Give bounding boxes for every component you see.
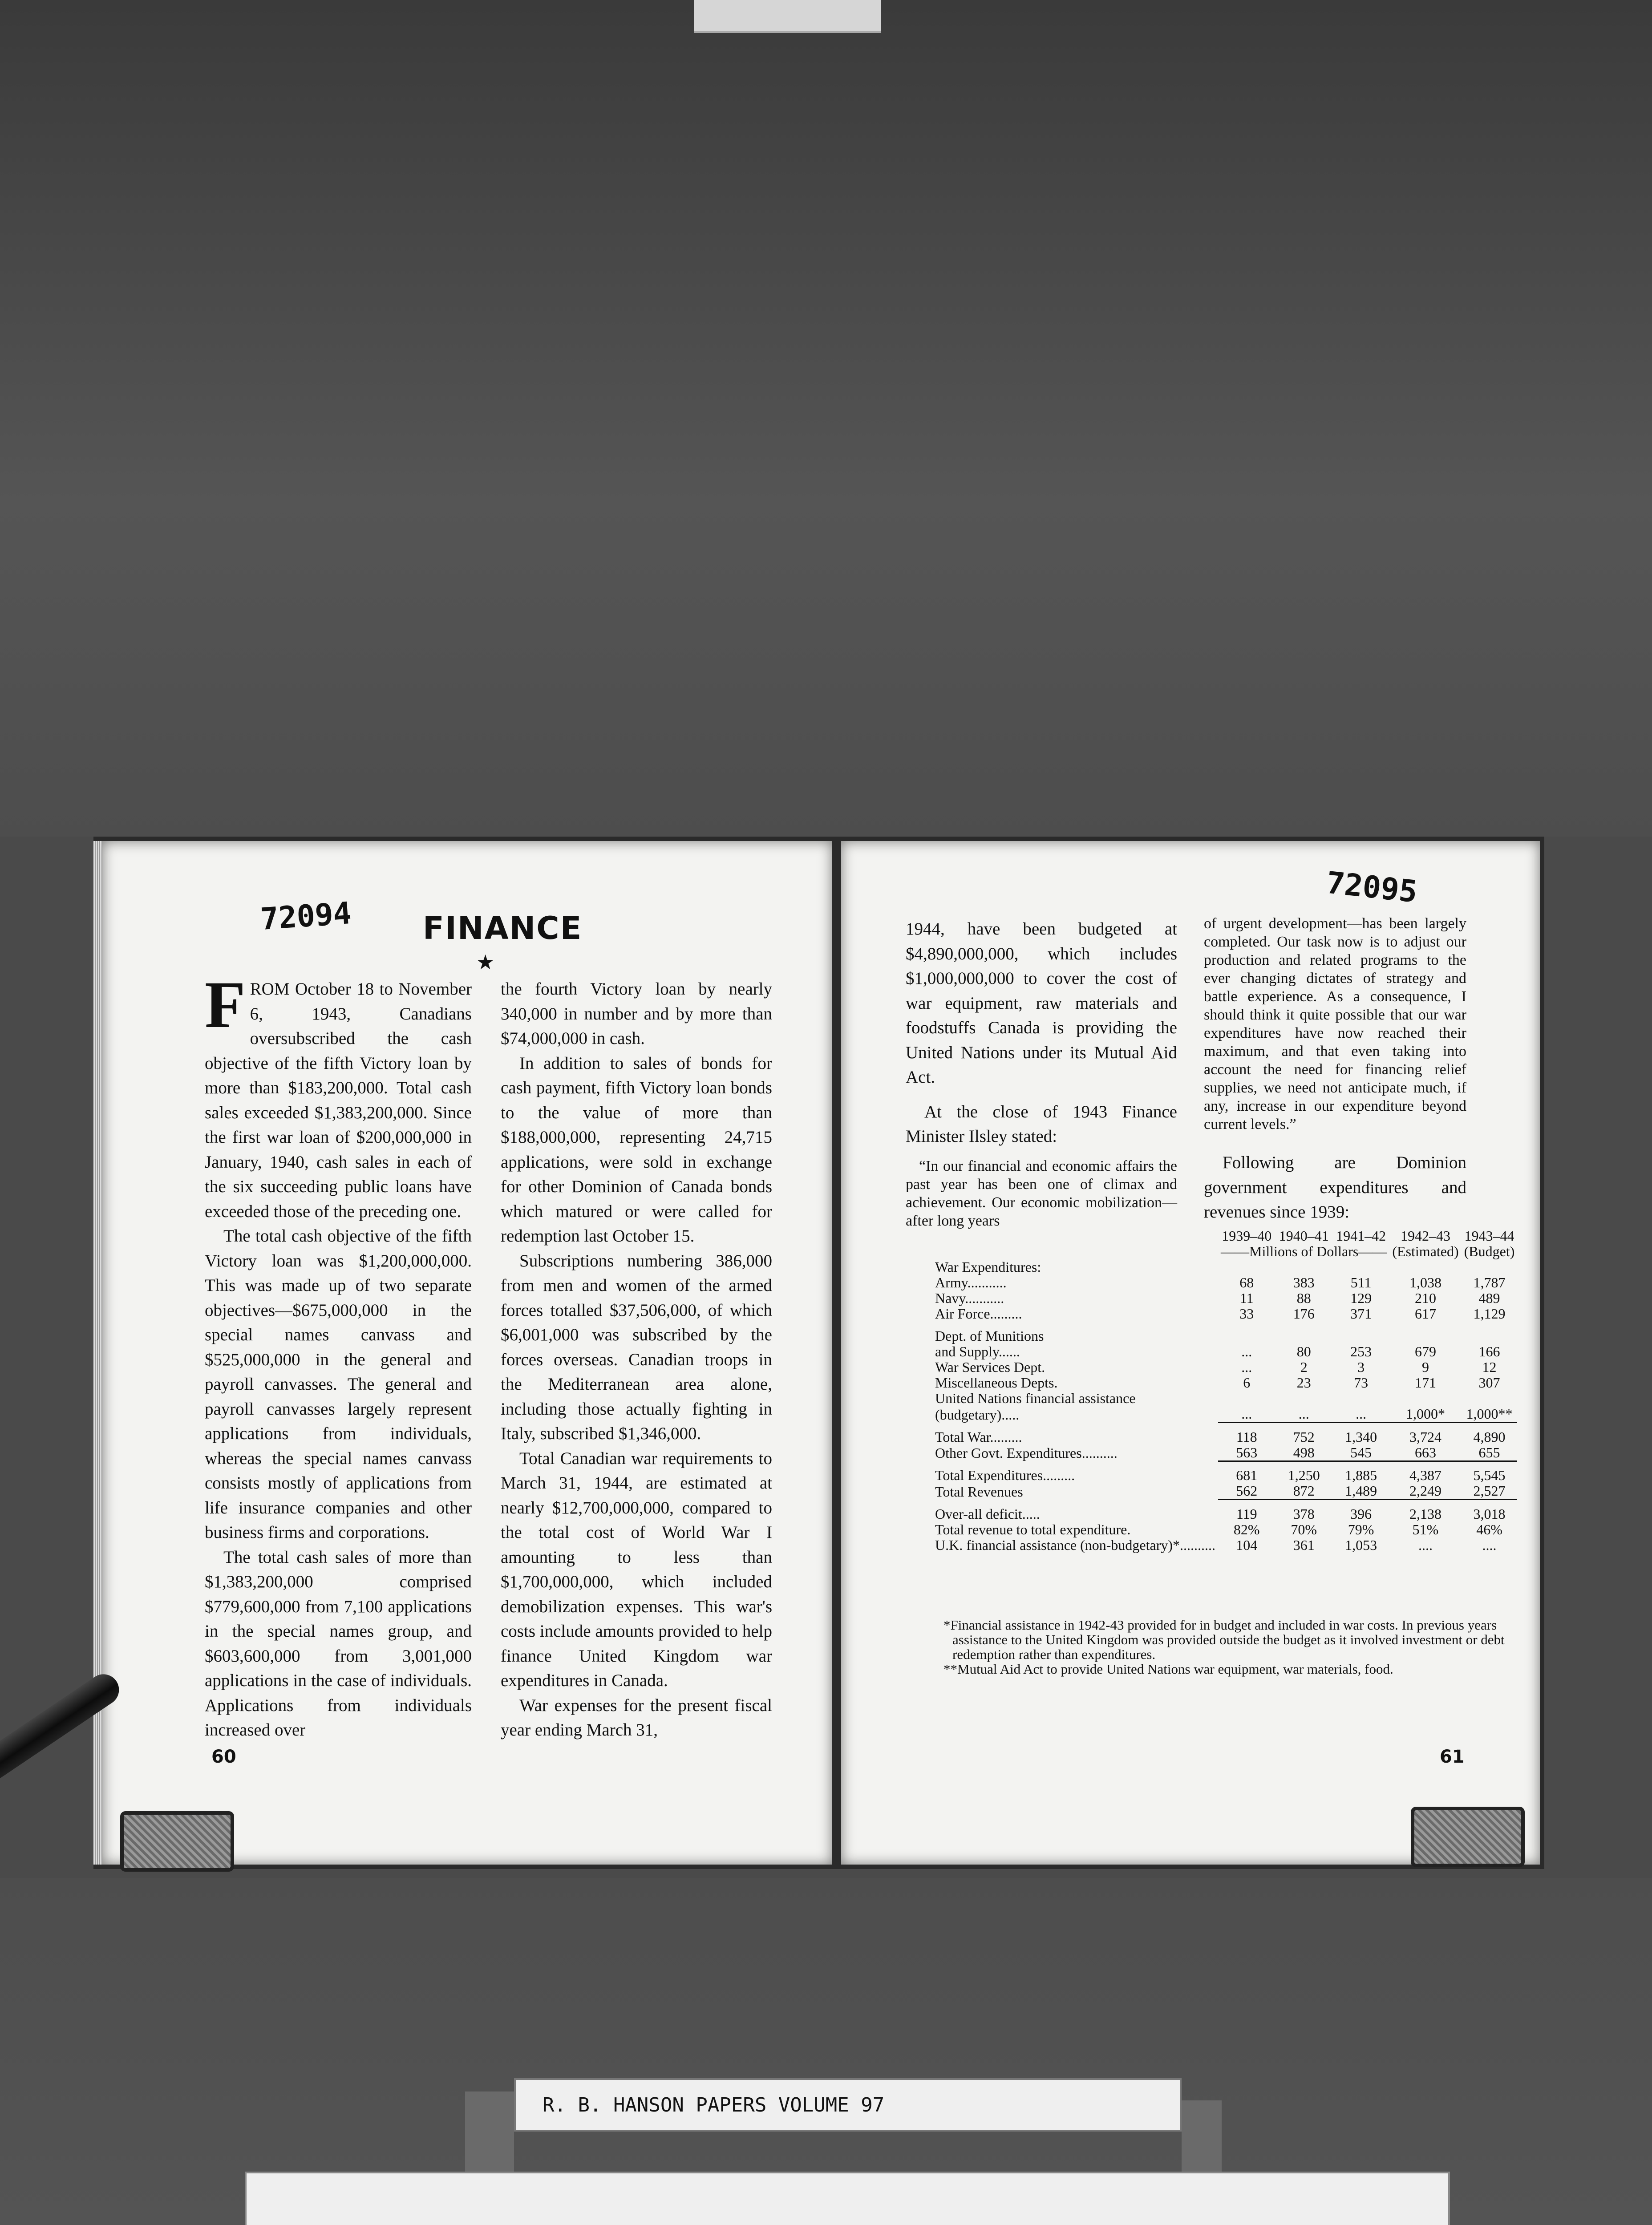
table-cell <box>1389 1322 1461 1344</box>
tape-strip <box>465 2092 514 2172</box>
table-cell: 1,129 <box>1473 1306 1506 1322</box>
quote-block <box>906 1157 1177 1230</box>
table-cell: .... <box>1418 1537 1433 1553</box>
right-page-clip <box>1411 1807 1525 1867</box>
table-cell: 1,250 <box>1288 1467 1320 1483</box>
table-cell <box>1462 1322 1518 1344</box>
drop-cap: F <box>205 968 246 1042</box>
table-cell <box>1332 1391 1389 1406</box>
table-cell: 2,138 <box>1409 1505 1441 1522</box>
table-cell: 872 <box>1275 1483 1332 1500</box>
table-cell: 681 <box>1236 1467 1258 1483</box>
table-cell <box>1462 1391 1518 1406</box>
collection-label: R. B. HANSON PAPERS VOLUME 97 <box>514 2078 1182 2132</box>
table-cell: 4,387 <box>1409 1467 1441 1483</box>
table-cell <box>1275 1391 1332 1406</box>
paragraph: Total Canadian war requirements to March 31, 1944, are estimated at nearly $12,700,000,000, compared to the total cost of World War I amounting to less than $1,700,000,000, which included demobilization expenses. This war's costs include amounts provided to help finance United Kingdom war expenditures in Canada. <box>501 1448 772 1690</box>
table-cell: 1,000** <box>1462 1406 1518 1423</box>
open-book <box>93 837 1544 1869</box>
table-cell: 1,053 <box>1345 1537 1377 1553</box>
row-label: Total Expenditures......... <box>935 1467 1075 1483</box>
column-header: 1943–44 <box>1464 1228 1514 1244</box>
table-cell: 11 <box>1239 1290 1254 1306</box>
row-label: United Nations financial assistance <box>935 1390 1136 1406</box>
table-cell: 104 <box>1236 1537 1258 1553</box>
quote-text: “In our financial and economic affairs the past year has been one of climax and achievement. Our economic mobilization—after long years <box>906 1157 1177 1229</box>
table-cell: ... <box>1275 1406 1332 1423</box>
row-label: Total War......... <box>935 1428 1022 1445</box>
table-cell: 1,885 <box>1345 1467 1377 1483</box>
table-cell: ... <box>1332 1406 1389 1423</box>
expenditure-table <box>932 1228 1515 1553</box>
paragraph: the fourth Victory loan by nearly 340,000 in number and by more than $74,000,000 in cash. <box>501 979 772 1048</box>
row-label: Navy........... <box>935 1290 1004 1306</box>
footnote: **Mutual Aid Act to provide United Nations war equipment, war materials, food. <box>943 1661 1393 1677</box>
table-cell: 361 <box>1293 1537 1315 1553</box>
table-cell: 33 <box>1239 1306 1254 1322</box>
row-label: Total Revenues <box>935 1483 1023 1500</box>
table-cell <box>1218 1391 1275 1406</box>
row-label: Air Force......... <box>935 1306 1022 1322</box>
table-cell: 307 <box>1478 1375 1500 1391</box>
footnote: *Financial assistance in 1942-43 provided for in budget and included in war costs. In previous years assistance to the United Kingdom was provided outside the budget as it involved investment or debt redemption rather than expenditures. <box>943 1617 1505 1662</box>
table-cell: 2,249 <box>1389 1483 1461 1500</box>
row-label: Over-all deficit..... <box>935 1505 1040 1522</box>
table-row <box>932 1423 1517 1445</box>
table-cell <box>1389 1391 1461 1406</box>
table-cell: 396 <box>1350 1505 1372 1522</box>
star-ornament: ★ <box>476 951 495 974</box>
table-cell <box>1275 1322 1332 1344</box>
left-page-clip <box>120 1811 234 1872</box>
row-label: Miscellaneous Depts. <box>935 1375 1058 1391</box>
table-cell: 3,018 <box>1473 1505 1506 1522</box>
left-page-stamp: 72094 <box>259 895 353 938</box>
paragraph <box>205 968 472 1224</box>
footnotes <box>943 1618 1513 1676</box>
section-label: War Expenditures: <box>935 1259 1041 1275</box>
table-cell: 46% <box>1476 1521 1502 1537</box>
table-cell: 68 <box>1239 1274 1254 1290</box>
table-cell: .... <box>1482 1537 1497 1553</box>
table-cell: 383 <box>1293 1274 1315 1290</box>
row-label: and Supply...... <box>935 1343 1020 1359</box>
right-page-column-1 <box>906 917 1177 1230</box>
table-cell: ... <box>1218 1406 1275 1423</box>
table-row <box>932 1344 1517 1359</box>
table-row <box>932 1537 1517 1553</box>
table-cell: 129 <box>1350 1290 1372 1306</box>
right-page <box>841 841 1540 1865</box>
table-row <box>932 1406 1517 1423</box>
table-row <box>932 1445 1517 1461</box>
table-cell: 617 <box>1415 1306 1436 1322</box>
table-cell: 80 <box>1296 1343 1311 1359</box>
paragraph: The total cash objective of the fifth Victory loan was $1,200,000,000. This was made up of two separate objectives—$675,000,000 in the special names canvass and $525,000,000 in the general and payroll canvasses. The general and payroll canvasses largely represent applications from individuals, whereas the special names canvass consists mostly of applications from life insurance companies and other business firms and corporations. <box>205 1226 472 1542</box>
paragraph: At the close of 1943 Finance Minister Ilsley stated: <box>906 1102 1177 1146</box>
table-header-units <box>932 1244 1517 1259</box>
film-background-top <box>0 0 1652 837</box>
table-cell: 663 <box>1389 1445 1461 1461</box>
table-row <box>932 1391 1517 1406</box>
table-row <box>932 1483 1517 1500</box>
table-cell: 498 <box>1275 1445 1332 1461</box>
table-cell: 5,545 <box>1473 1467 1506 1483</box>
table-row <box>932 1306 1517 1322</box>
quote-block <box>1204 914 1466 1133</box>
table-cell: 511 <box>1350 1274 1372 1290</box>
column-header: 1939–40 <box>1222 1228 1272 1244</box>
table-row <box>932 1275 1517 1290</box>
table-cell: 166 <box>1478 1343 1500 1359</box>
table-header-years <box>932 1228 1517 1244</box>
table-cell: 70% <box>1291 1521 1317 1537</box>
table-cell: 489 <box>1478 1290 1500 1306</box>
paragraph: The total cash sales of more than $1,383,200,000 comprised $779,600,000 from 7,100 applications in the special names group, and $603,600,000 from 3,001,000 applications in the case of individuals. Applications from individuals increased over <box>205 1547 472 1740</box>
table-cell: 88 <box>1296 1290 1311 1306</box>
table-cell: 655 <box>1462 1445 1518 1461</box>
table-cell: 51% <box>1412 1521 1439 1537</box>
archives-card <box>245 2172 1450 2225</box>
row-label: (budgetary)..... <box>935 1406 1020 1423</box>
table-cell: 23 <box>1296 1375 1311 1391</box>
table-cell: 378 <box>1293 1505 1315 1522</box>
table-cell <box>1218 1322 1275 1344</box>
table-cell: 4,890 <box>1473 1428 1506 1445</box>
table-row <box>932 1290 1517 1306</box>
table-cell: 2 <box>1300 1359 1308 1375</box>
budget-label: (Budget) <box>1464 1243 1515 1259</box>
table-cell: ... <box>1241 1359 1252 1375</box>
table-cell: 3 <box>1357 1359 1365 1375</box>
table-cell: 752 <box>1293 1428 1315 1445</box>
paragraph: 1944, have been budgeted at $4,890,000,000, which includes $1,000,000,000 to cover the cost of war equipment, raw materials and foodstuffs Canada is providing the United Nations under its Mutual Aid Act. <box>906 919 1177 1087</box>
paragraph-text: ROM October 18 to November 6, 1943, Canadians oversubscribed the cash objective of the fifth Victory loan by more than $183,200,000. Total cash sales exceeded $1,383,200,000. Since the first war loan of $200,000,000 in January, 1940, cash sales in each of the six succeeding public loans have exceeded those of the preceding one. <box>205 979 472 1221</box>
table-cell: 1,787 <box>1473 1274 1506 1290</box>
table-cell: 545 <box>1332 1445 1389 1461</box>
page-title: FINANCE <box>423 910 583 947</box>
table-cell: 2,527 <box>1462 1483 1518 1500</box>
left-page-column-1 <box>205 968 472 1743</box>
page-number: 60 <box>211 1747 236 1767</box>
table-cell: 371 <box>1350 1306 1372 1322</box>
table-row <box>932 1322 1517 1344</box>
row-label: U.K. financial assistance (non-budgetary)*.......... <box>935 1537 1216 1553</box>
table-cell: 119 <box>1236 1505 1257 1522</box>
table-cell: 3,724 <box>1409 1428 1441 1445</box>
table-cell: 562 <box>1218 1483 1275 1500</box>
estimated-label: (Estimated) <box>1392 1243 1459 1259</box>
table-cell: 73 <box>1354 1375 1369 1391</box>
left-page <box>102 841 832 1865</box>
row-label: Total revenue to total expenditure. <box>935 1521 1131 1537</box>
table-cell: 118 <box>1236 1428 1257 1445</box>
paragraph: Subscriptions numbering 386,000 from men and women of the armed forces totalled $37,506,000, of which $6,001,000 was subscribed by the forces overseas. Canadian troops in the Mediterranean area alone, including those actually fighting in Italy, subscribed $1,346,000. <box>501 1251 772 1443</box>
top-tape <box>694 0 881 33</box>
table-cell: 1,038 <box>1409 1274 1441 1290</box>
table-cell: 253 <box>1350 1343 1372 1359</box>
table-section <box>932 1259 1517 1275</box>
row-label: Army........... <box>935 1274 1007 1290</box>
tape-strip <box>1182 2100 1222 2172</box>
table-cell: 12 <box>1482 1359 1497 1375</box>
table-row <box>932 1461 1517 1483</box>
table-cell: 176 <box>1293 1306 1315 1322</box>
table-cell: 79% <box>1348 1521 1374 1537</box>
page-number: 61 <box>1440 1747 1465 1767</box>
table-cell: 171 <box>1415 1375 1436 1391</box>
table-cell: 1,340 <box>1345 1428 1377 1445</box>
paragraph: Following are Dominion government expenditures and revenues since 1939: <box>1204 1153 1466 1222</box>
paragraph: In addition to sales of bonds for cash payment, fifth Victory loan bonds to the value of more than $188,000,000, representing 24,715 applications, were sold in exchange for other Dominion of Canada bonds which matured or were called for redemption last October 15. <box>501 1053 772 1246</box>
quote-text: of urgent development—has been largely completed. Our task now is to adjust our production and related programs to the ever changing dictates of strategy and battle experience. As a consequence, I should think it quite possible that our war expenditures have now reached their maximum, and that even taking into account the need for financing relief supplies, we need not anticipate much, if any, increase in our expenditure beyond current levels.” <box>1204 915 1466 1133</box>
table-cell: 1,489 <box>1332 1483 1389 1500</box>
column-header: 1942–43 <box>1401 1228 1450 1244</box>
table-cell: 6 <box>1243 1375 1251 1391</box>
units-label: ——Millions of Dollars—— <box>1221 1243 1387 1259</box>
left-page-column-2 <box>501 977 772 1743</box>
row-label: War Services Dept. <box>935 1359 1045 1375</box>
table-cell: ... <box>1241 1343 1252 1359</box>
table-cell: 1,000* <box>1389 1406 1461 1423</box>
table-cell: 210 <box>1415 1290 1436 1306</box>
table-cell <box>1332 1322 1389 1344</box>
column-header: 1940–41 <box>1279 1228 1329 1244</box>
right-page-stamp: 72095 <box>1324 865 1419 910</box>
row-label: Dept. of Munitions <box>935 1328 1044 1344</box>
column-header: 1941–42 <box>1336 1228 1386 1244</box>
table-cell: 82% <box>1233 1521 1260 1537</box>
table-row <box>932 1500 1517 1522</box>
right-page-column-2 <box>1204 914 1466 1225</box>
row-label: Other Govt. Expenditures.......... <box>935 1445 1118 1461</box>
table-cell: 563 <box>1218 1445 1275 1461</box>
paragraph: War expenses for the present fiscal year ending March 31, <box>501 1695 772 1740</box>
table-cell: 679 <box>1415 1343 1436 1359</box>
table-row <box>932 1375 1517 1391</box>
table-row <box>932 1359 1517 1375</box>
table-row <box>932 1522 1517 1537</box>
table-cell: 9 <box>1422 1359 1429 1375</box>
